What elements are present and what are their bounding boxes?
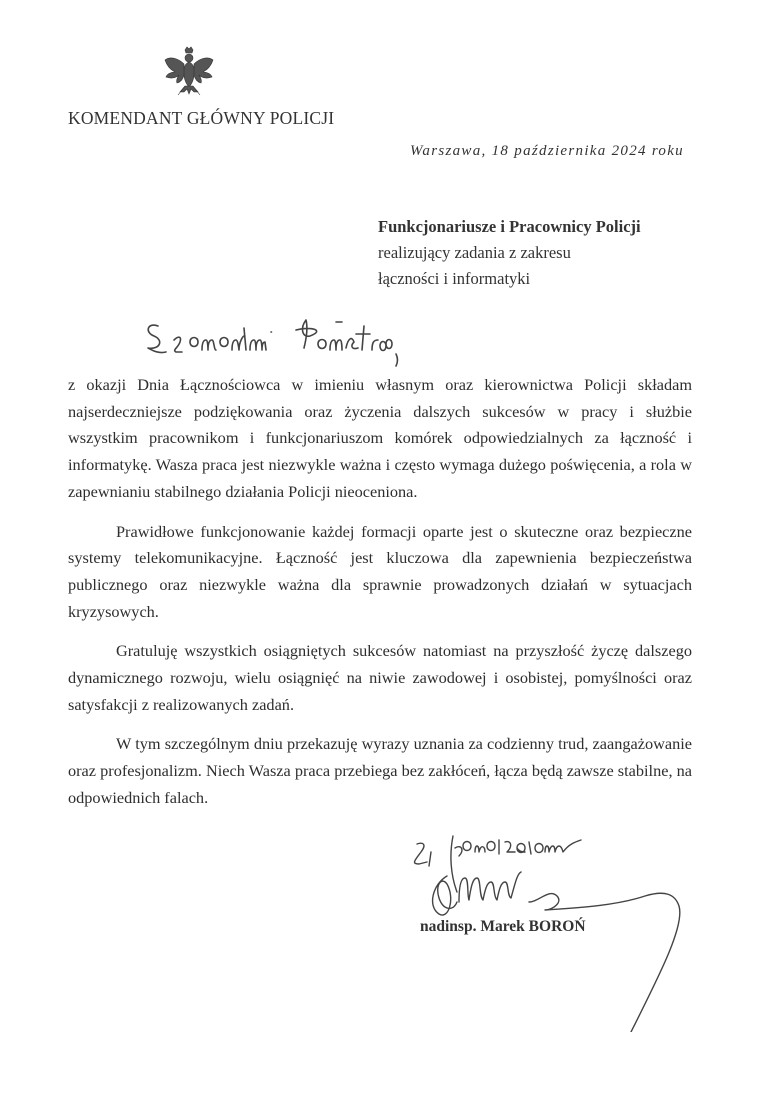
date-line: Warszawa, 18 października 2024 roku xyxy=(410,143,684,159)
addressee-line-2: realizujący zadania z zakresu xyxy=(378,243,571,262)
paragraph-2: Prawidłowe funkcjonowanie każdej formacji oparte jest o skuteczne oraz bezpieczne systemy telekomunikacyjne. Łączność jest kluczowa dla zapewnienia bezpieczeństwa publicznego oraz niezwykle ważna dla sprawnie prowadzonych działań w sytuacjach kryzysowych. xyxy=(68,521,692,621)
addressee-block xyxy=(378,214,641,292)
eagle-emblem-icon xyxy=(160,44,218,102)
office-title: KOMENDANT GŁÓWNY POLICJI xyxy=(68,108,335,128)
letter-body xyxy=(68,372,692,812)
paragraph-1: z okazji Dnia Łącznościowca w imieniu własnym oraz kierownictwa Policji składam najserdeczniejsze podziękowania oraz życzenia dalszych sukcesów w pracy i służbie wszystkim pracownikom i funkcjonariuszom komórek odpowiedzialnych za łączność i informatykę. Wasza praca jest niezwykle ważna i często wymaga dużego poświęcenia, a rola w zapewnianiu stabilnego działania Policji nieoceniona. xyxy=(68,375,692,501)
paragraph-3: Gratuluję wszystkich osiągniętych sukcesów natomiast na przyszłość życzę dalszego dynamicznego rozwoju, wielu osiągnięć na niwie zawodowej i osobistej, pomyślności oraz satysfakcji z realizowanych zadań. xyxy=(68,641,692,714)
handwritten-greeting xyxy=(140,308,550,372)
addressee-line-1: Funkcjonariusze i Pracownicy Policji xyxy=(378,217,641,236)
signer-name: nadinsp. Marek BOROŃ xyxy=(420,918,586,935)
addressee-line-3: łączności i informatyki xyxy=(378,269,531,288)
paragraph-4: W tym szczególnym dniu przekazuję wyrazy uznania za codzienny trud, zaangażowanie oraz profesjonalizm. Niech Wasza praca przebiega bez zakłóceń, łącza będą zawsze stabilne, na odpowiednich falach. xyxy=(68,734,692,807)
